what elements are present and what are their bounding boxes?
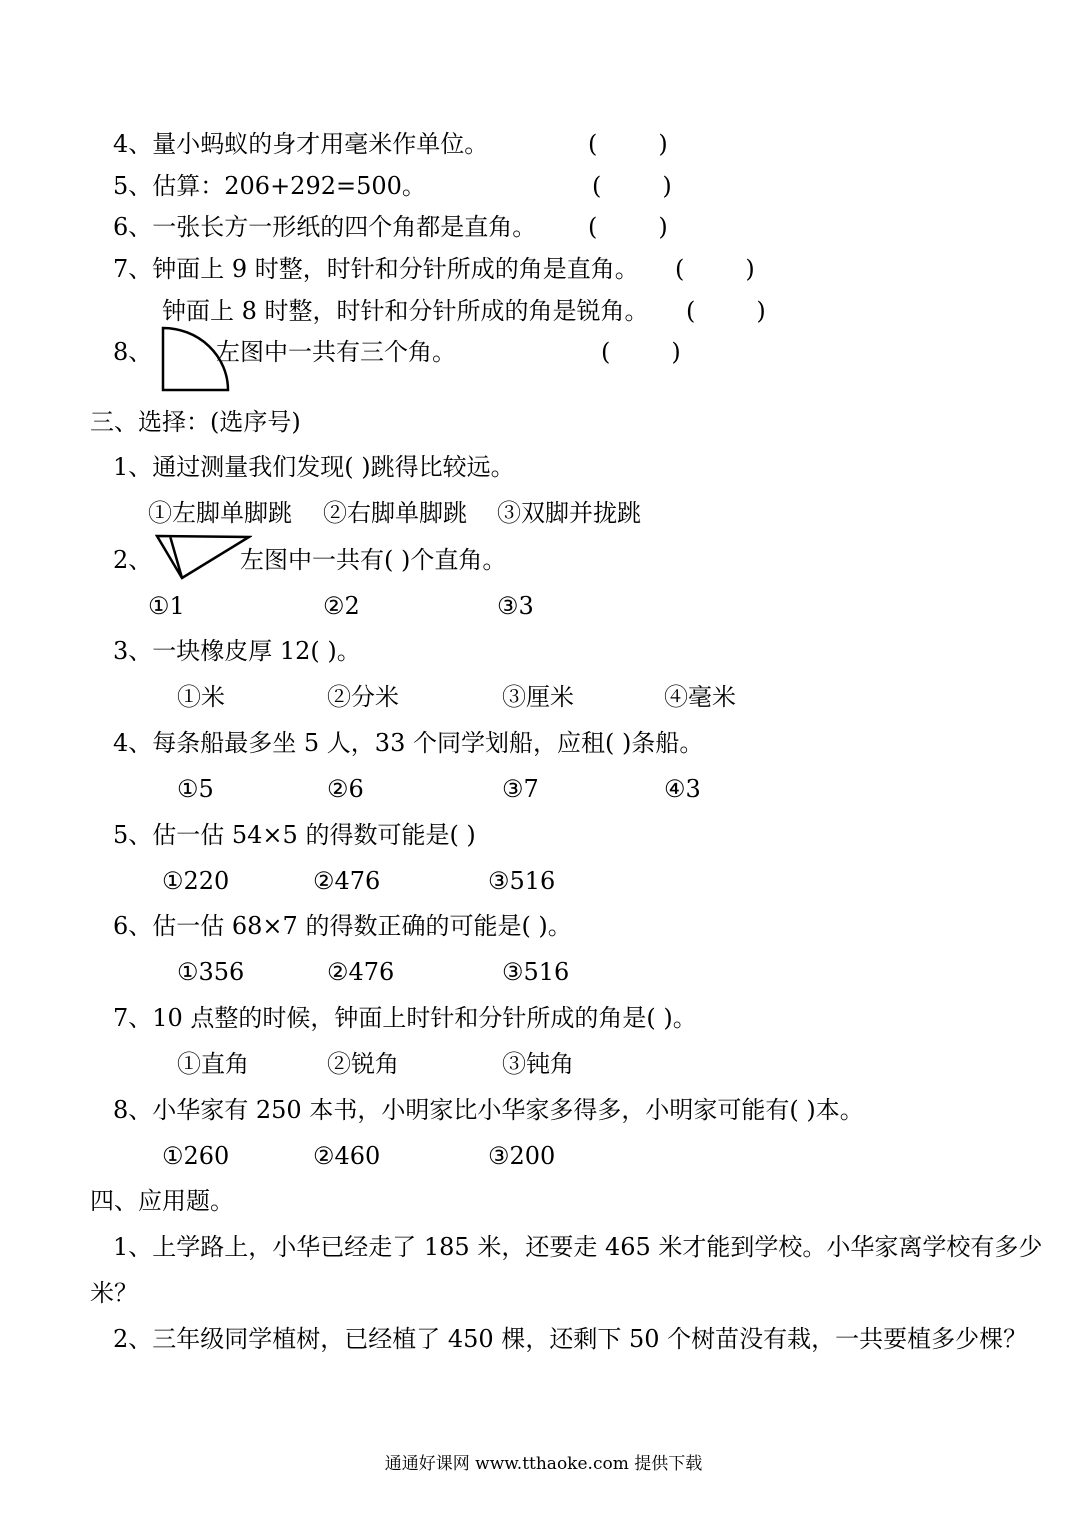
- triangle-figure: [154, 532, 252, 582]
- judge-item-7: 7、钟面上 9 时整，时针和分针所成的角是直角。: [113, 255, 639, 283]
- choice-q8-option-2[interactable]: ②460: [313, 1142, 381, 1170]
- choice-q2-option-2[interactable]: ②2: [323, 592, 360, 620]
- section-choice-heading: 三、选择：(选序号): [90, 408, 301, 436]
- judge-answer-7[interactable]: ( ): [675, 255, 755, 283]
- choice-q3-option-2[interactable]: ②分米: [327, 683, 399, 711]
- choice-q4-option-1[interactable]: ①5: [177, 775, 214, 803]
- choice-q5: 5、估一估 54×5 的得数可能是( ): [113, 821, 476, 849]
- choice-q2: 左图中一共有( )个直角。: [240, 546, 507, 574]
- judge-item-6: 6、一张长方一形纸的四个角都是直角。: [113, 213, 537, 241]
- choice-q4-option-2[interactable]: ②6: [327, 775, 364, 803]
- application-q1-line2: 米？: [90, 1279, 138, 1307]
- choice-q2-number: 2、: [113, 546, 153, 574]
- choice-q8-option-3[interactable]: ③200: [488, 1142, 556, 1170]
- judge-answer-8[interactable]: ( ): [601, 338, 681, 366]
- judge-answer-4[interactable]: ( ): [588, 130, 668, 158]
- choice-q3-option-3[interactable]: ③厘米: [502, 683, 574, 711]
- choice-q4-option-3[interactable]: ③7: [502, 775, 539, 803]
- footer-credit: 通通好课网 www.tthaoke.com 提供下载: [384, 1454, 703, 1474]
- judge-answer-5[interactable]: ( ): [592, 172, 672, 200]
- choice-q6-option-2[interactable]: ②476: [327, 958, 395, 986]
- choice-q7-option-1[interactable]: ①直角: [177, 1050, 249, 1078]
- choice-q8-option-1[interactable]: ①260: [162, 1142, 230, 1170]
- judge-answer-7b[interactable]: ( ): [686, 297, 766, 325]
- choice-q2-option-3[interactable]: ③3: [497, 592, 534, 620]
- choice-q1: 1、通过测量我们发现( )跳得比较远。: [113, 453, 515, 481]
- choice-q1-option-1[interactable]: ①左脚单脚跳: [148, 499, 292, 527]
- choice-q3-option-4[interactable]: ④毫米: [664, 683, 736, 711]
- judge-item-8-number: 8、: [113, 338, 153, 366]
- judge-item-8: 左图中一共有三个角。: [216, 338, 456, 366]
- choice-q8: 8、小华家有 250 本书，小明家比小华家多得多，小明家可能有( )本。: [113, 1096, 864, 1124]
- judge-item-5: 5、估算：206+292=500。: [113, 172, 426, 200]
- choice-q6: 6、估一估 68×7 的得数正确的可能是( )。: [113, 912, 572, 940]
- judge-answer-6[interactable]: ( ): [588, 213, 668, 241]
- choice-q7-option-2[interactable]: ②锐角: [327, 1050, 399, 1078]
- choice-q6-option-1[interactable]: ①356: [177, 958, 245, 986]
- choice-q3-option-1[interactable]: ①米: [177, 683, 225, 711]
- judge-item-4: 4、量小蚂蚁的身才用毫米作单位。: [113, 130, 489, 158]
- choice-q2-option-1[interactable]: ①1: [148, 592, 185, 620]
- judge-item-7b: 钟面上 8 时整，时针和分针所成的角是锐角。: [162, 297, 649, 325]
- choice-q1-option-2[interactable]: ②右脚单脚跳: [323, 499, 467, 527]
- section-application-heading: 四、应用题。: [90, 1187, 234, 1215]
- application-q2: 2、三年级同学植树，已经植了 450 棵，还剩下 50 个树苗没有栽，一共要植多少棵？: [113, 1325, 1028, 1353]
- application-q1-line1: 1、上学路上，小华已经走了 185 米，还要走 465 米才能到学校。小华家离学校有多少: [113, 1233, 1043, 1261]
- choice-q3: 3、一块橡皮厚 12( )。: [113, 637, 361, 665]
- choice-q7: 7、10 点整的时候，钟面上时针和分针所成的角是( )。: [113, 1004, 697, 1032]
- choice-q7-option-3[interactable]: ③钝角: [502, 1050, 574, 1078]
- choice-q4-option-4[interactable]: ④3: [664, 775, 701, 803]
- choice-q5-option-1[interactable]: ①220: [162, 867, 230, 895]
- choice-q6-option-3[interactable]: ③516: [502, 958, 570, 986]
- choice-q4: 4、每条船最多坐 5 人，33 个同学划船，应租( )条船。: [113, 729, 704, 757]
- choice-q1-option-3[interactable]: ③双脚并拢跳: [497, 499, 641, 527]
- choice-q5-option-2[interactable]: ②476: [313, 867, 381, 895]
- choice-q5-option-3[interactable]: ③516: [488, 867, 556, 895]
